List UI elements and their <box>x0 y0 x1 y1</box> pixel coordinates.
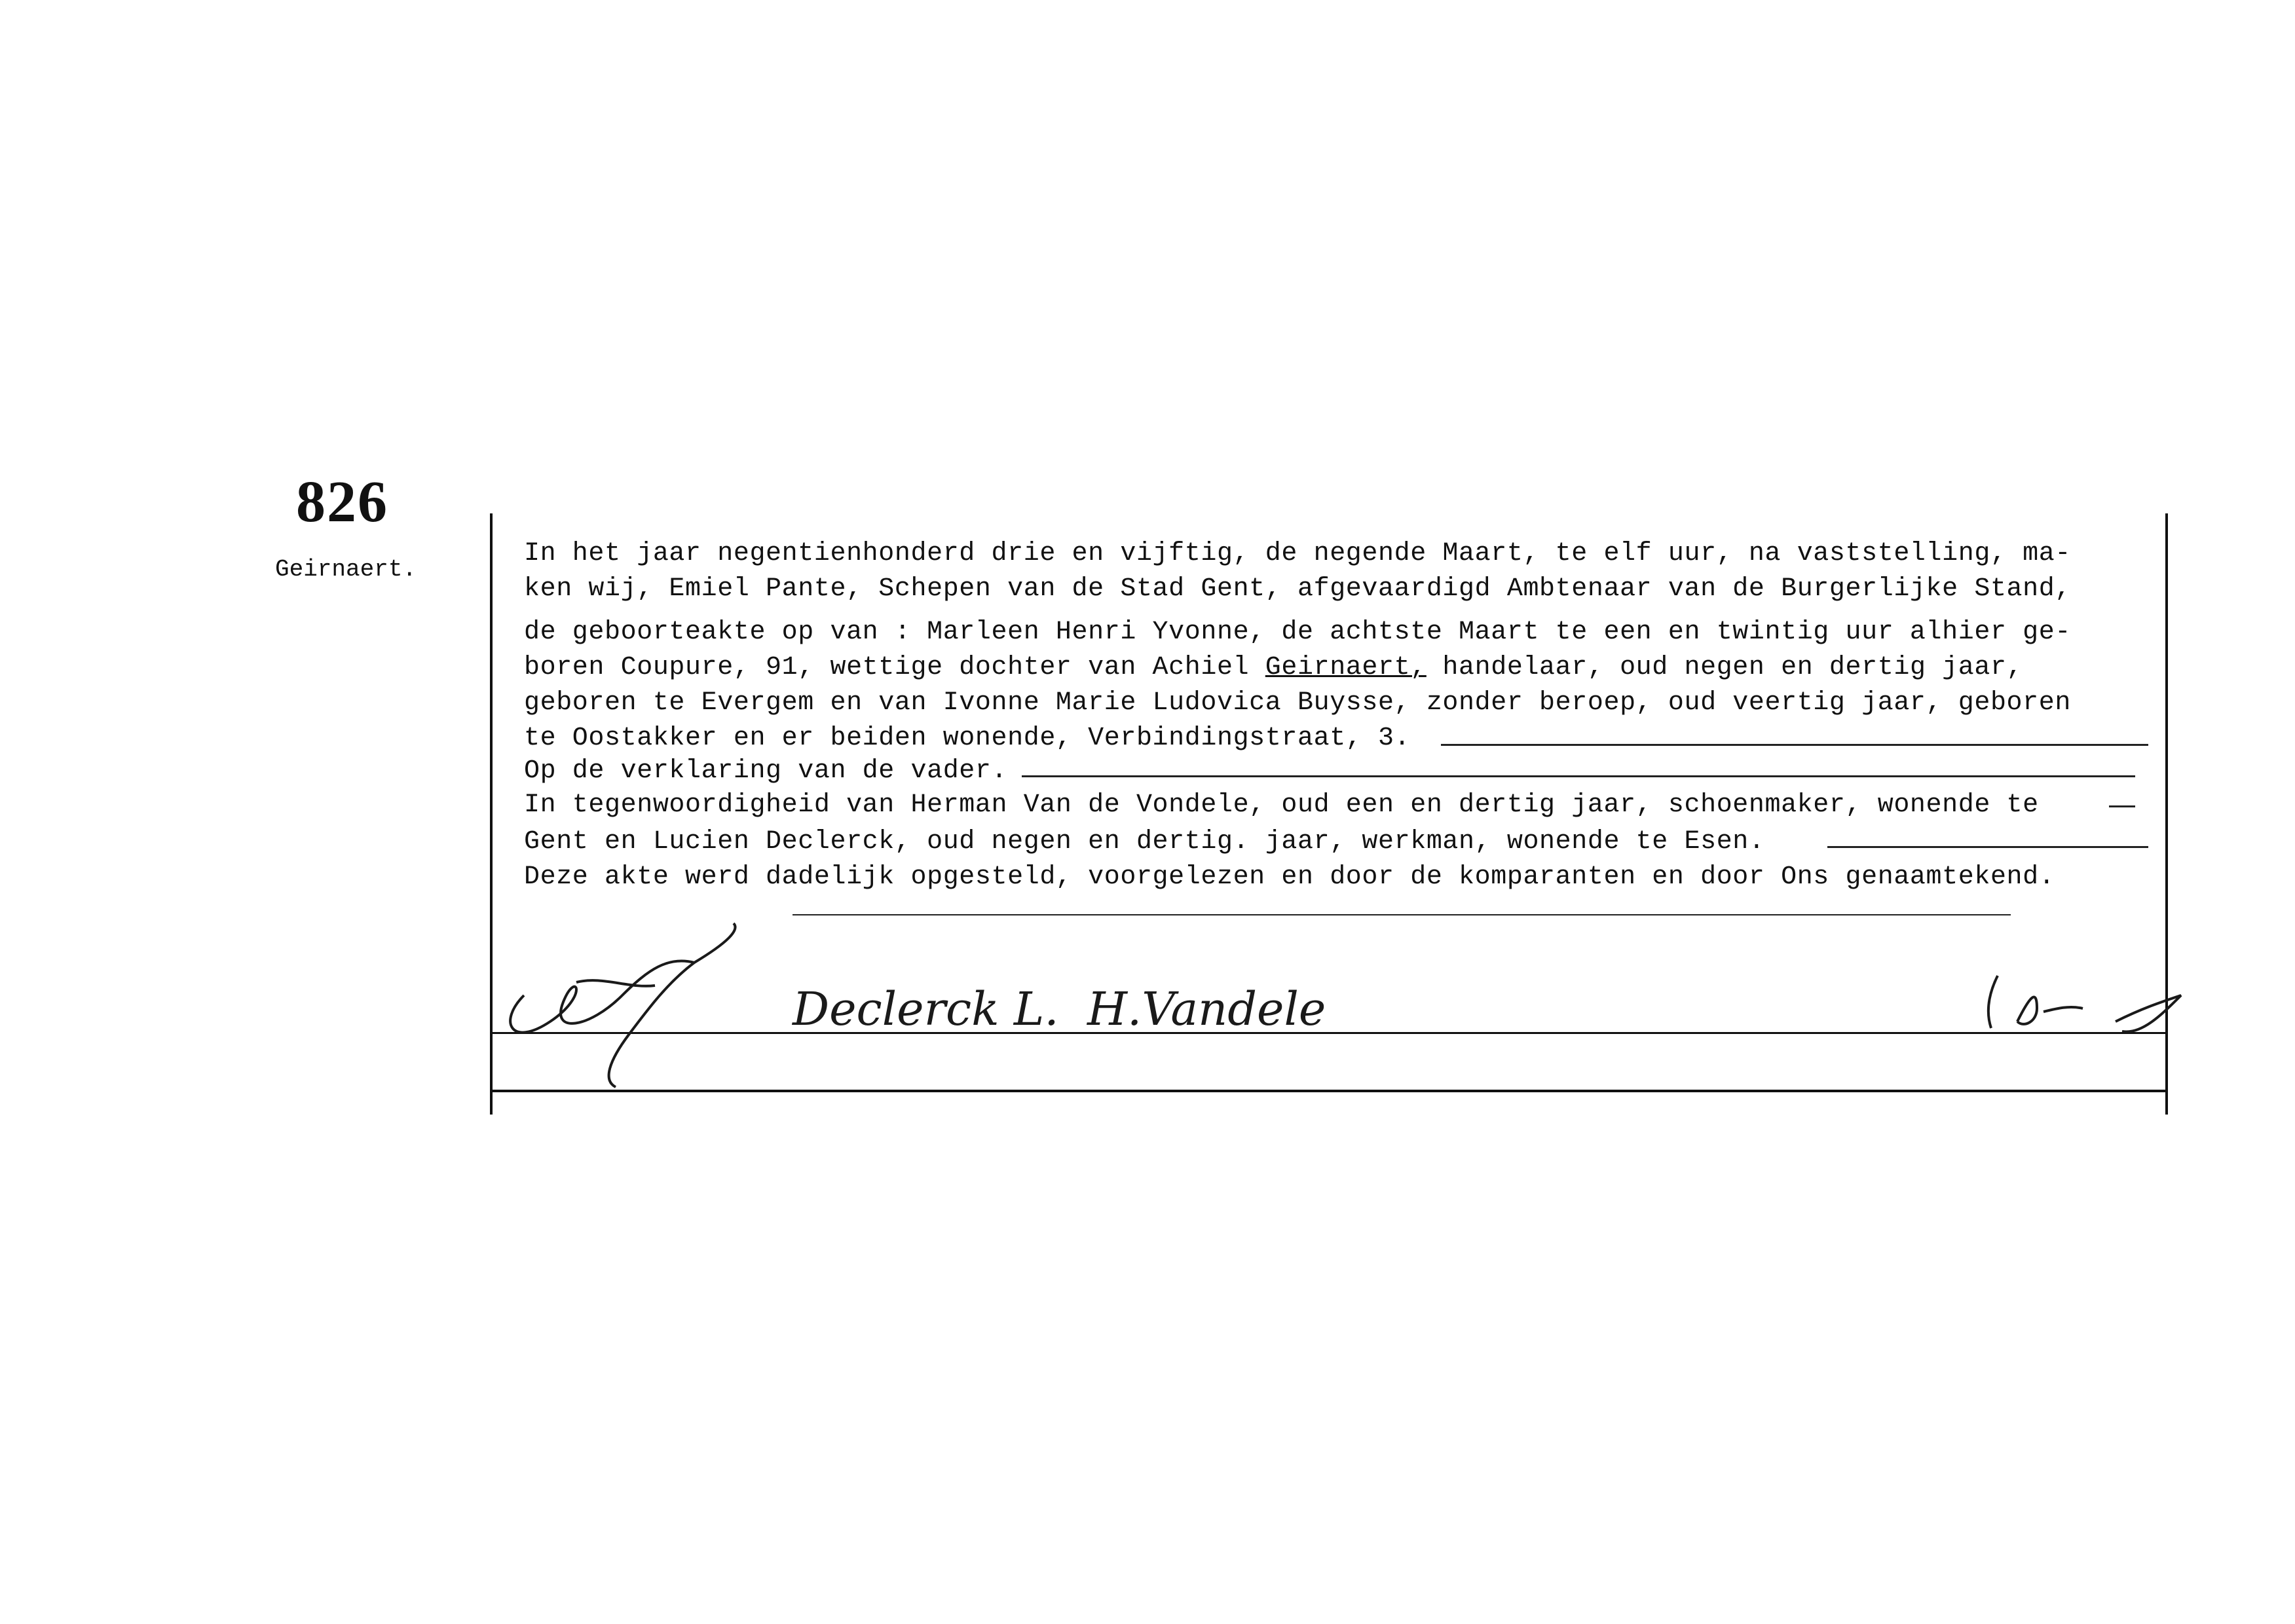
right-border <box>2165 513 2168 1115</box>
act-line-5: geboren te Evergem en van Ivonne Marie Ludovica Buysse, zonder beroep, oud veertig jaar, geboren <box>524 688 2071 718</box>
act-line-3: de geboorteakte op van : Marleen Henri Yvonne, de achtste Maart te een en twintig uur alhier ge- <box>524 618 2071 647</box>
act-line-8: In tegenwoordigheid van Herman Van de Vondele, oud een en dertig jaar, schoenmaker, wonende te <box>524 790 2039 820</box>
signature-witness-1 <box>791 982 1059 1036</box>
left-border <box>490 513 493 1115</box>
filler-line-10 <box>793 914 2011 915</box>
act-line-9: Gent en Lucien Declerck, oud negen en dertig. jaar, werkman, wonende te Esen. <box>524 827 1765 857</box>
signature-witness-2-text: H.Vandele <box>1087 982 1326 1036</box>
signature-officer <box>1988 976 2181 1032</box>
filler-line-7 <box>1022 775 2135 777</box>
act-line-7: Op de verklaring van de vader. <box>524 756 1008 786</box>
signature-declarant <box>510 923 735 1087</box>
act-line-6: te Oostakker en er beiden wonende, Verbindingstraat, 3. <box>524 724 1411 753</box>
filler-line-6 <box>1441 744 2148 746</box>
signature-witness-2 <box>1086 982 1326 1036</box>
signature-witness-1-text: Declerck L. <box>793 982 1059 1036</box>
filler-line-8 <box>2109 805 2135 807</box>
filler-line-9 <box>1827 846 2148 848</box>
act-line-4 <box>524 655 2023 681</box>
act-line-4-start: boren Coupure, 91, wettige dochter van Achiel <box>524 653 1265 682</box>
signature-baseline <box>493 1032 2165 1034</box>
margin-name: Geirnaert. <box>275 556 417 583</box>
bottom-border <box>493 1090 2165 1092</box>
father-surname: Geirnaert, <box>1265 653 1427 682</box>
act-line-1: In het jaar negentienhonderd drie en vijftig, de negende Maart, te elf uur, na vaststelling, ma- <box>524 539 2071 568</box>
act-line-10: Deze akte werd dadelijk opgesteld, voorgelezen en door de komparanten en door Ons genaamtekend. <box>524 862 2055 892</box>
act-number: 826 <box>296 470 388 534</box>
act-line-2: ken wij, Emiel Pante, Schepen van de Stad Gent, afgevaardigd Ambtenaar van de Burgerlijke Stand, <box>524 574 2071 604</box>
act-line-4-end: handelaar, oud negen en dertig jaar, <box>1426 653 2023 682</box>
